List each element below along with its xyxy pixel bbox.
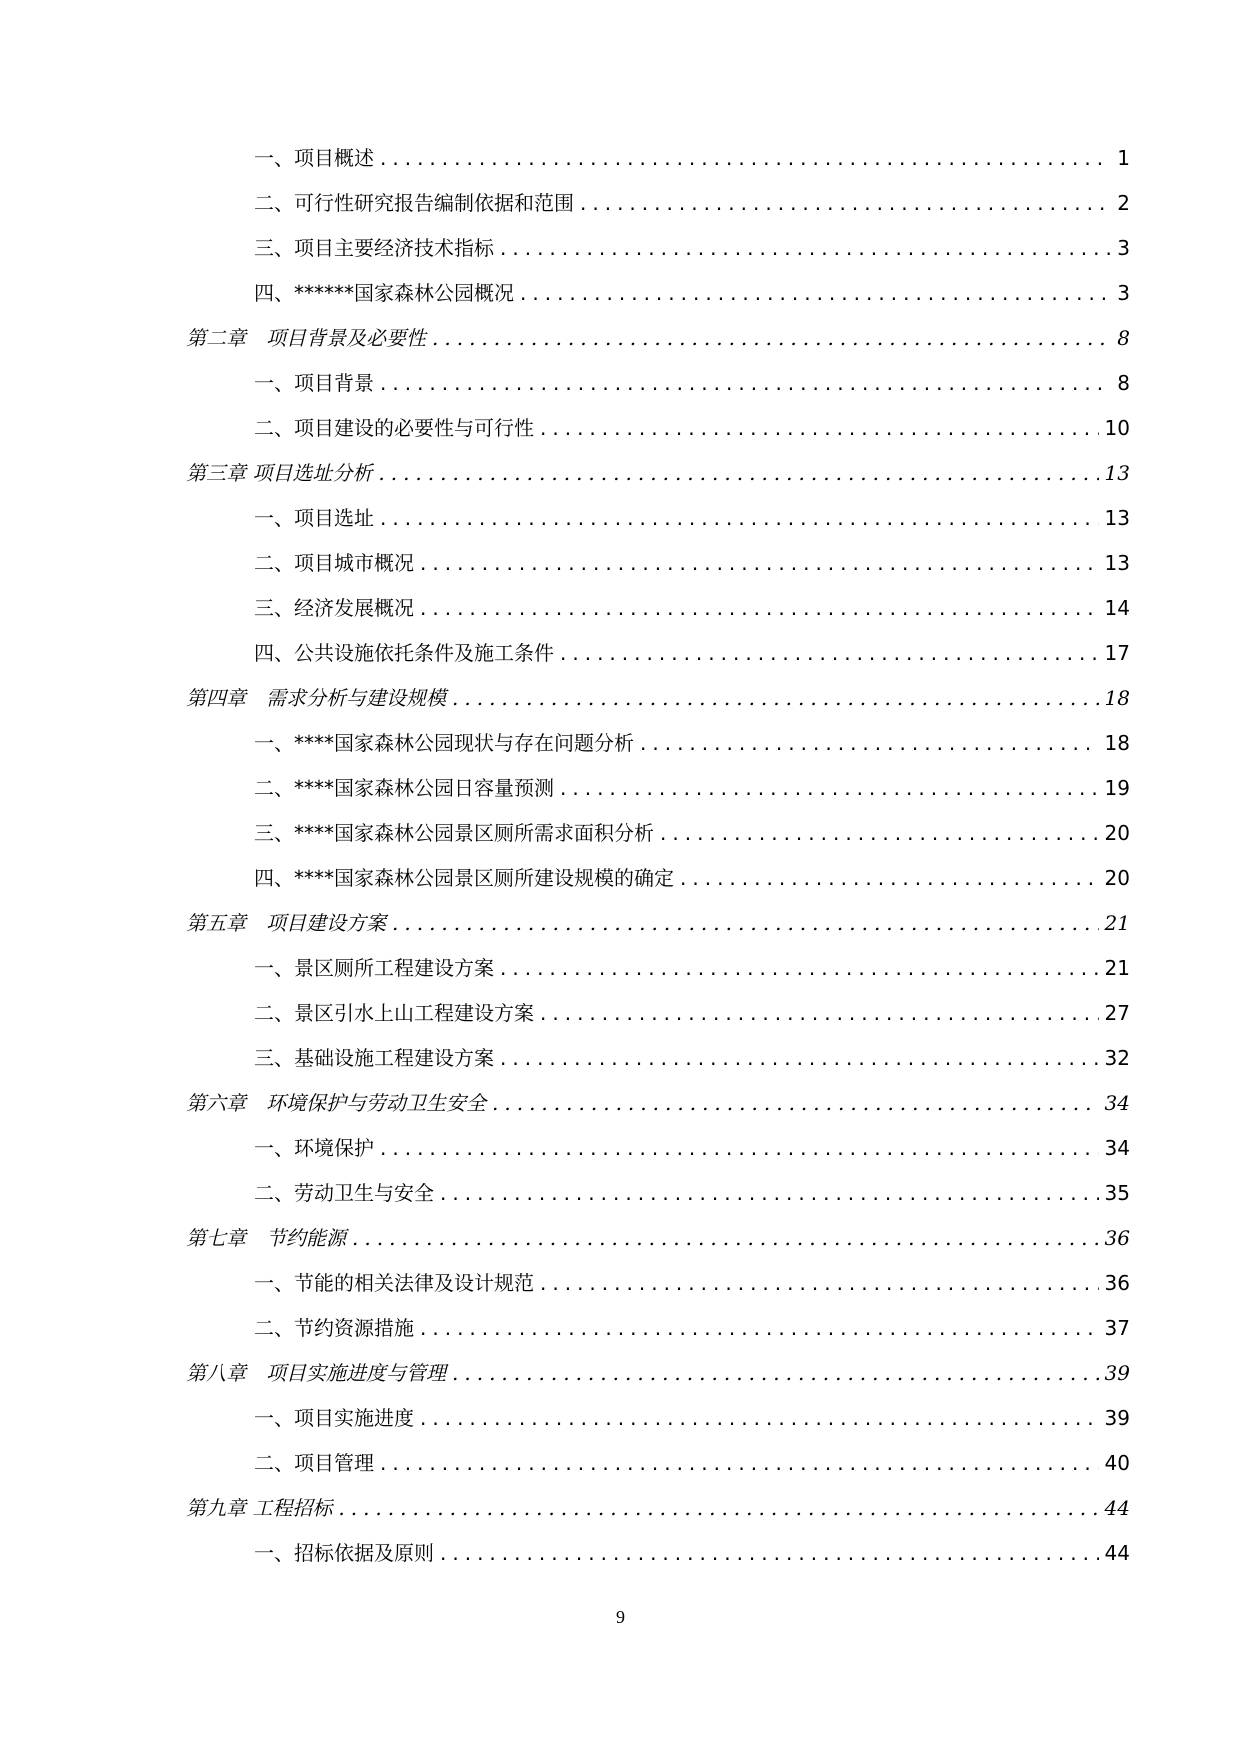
dot-leader <box>500 956 1099 980</box>
dot-leader <box>352 1226 1099 1250</box>
toc-entry-label: 一、招标依据及原则 <box>254 1541 434 1565</box>
toc-entry-label: 一、项目概述 <box>254 146 374 170</box>
dot-leader <box>680 866 1099 890</box>
toc-entry[interactable] <box>186 1271 1130 1316</box>
toc-entry-page: 8 <box>1117 371 1130 395</box>
dot-leader <box>440 1541 1099 1565</box>
toc-entry-page: 32 <box>1104 1046 1130 1070</box>
dot-leader <box>420 551 1099 575</box>
toc-entry-page: 44 <box>1104 1541 1130 1565</box>
toc-chapter[interactable] <box>186 1091 1130 1136</box>
toc-entry[interactable] <box>186 1406 1130 1451</box>
toc-entry-page: 40 <box>1104 1451 1130 1475</box>
dot-leader <box>440 1181 1099 1205</box>
toc-entry[interactable] <box>186 1541 1130 1586</box>
toc-entry[interactable] <box>186 731 1130 776</box>
dot-leader <box>540 1001 1099 1025</box>
dot-leader <box>378 461 1098 485</box>
toc-entry-label: 二、节约资源措施 <box>254 1316 414 1340</box>
toc-chapter[interactable] <box>186 1496 1130 1541</box>
dot-leader <box>420 1406 1099 1430</box>
toc-entry-page: 3 <box>1117 281 1130 305</box>
toc-chapter-page: 13 <box>1104 461 1130 485</box>
dot-leader <box>432 326 1111 350</box>
dot-leader <box>380 146 1111 170</box>
toc-chapter[interactable] <box>186 1361 1130 1406</box>
dot-leader <box>540 1271 1099 1295</box>
toc-chapter[interactable] <box>186 686 1130 731</box>
toc-entry-page: 37 <box>1104 1316 1130 1340</box>
toc-entry-label: 一、项目背景 <box>254 371 374 395</box>
toc-entry-label: 二、****国家森林公园日容量预测 <box>254 776 554 800</box>
toc-chapter-page: 44 <box>1104 1496 1130 1520</box>
toc-chapter-label: 第八章 项目实施进度与管理 <box>186 1361 446 1385</box>
dot-leader <box>520 281 1111 305</box>
toc-entry[interactable] <box>186 956 1130 1001</box>
dot-leader <box>392 911 1099 935</box>
dot-leader <box>380 1451 1099 1475</box>
toc-entry[interactable] <box>186 1181 1130 1226</box>
toc-entry-page: 21 <box>1104 956 1130 980</box>
toc-entry-page: 3 <box>1117 236 1130 260</box>
toc-entry-label: 三、****国家森林公园景区厕所需求面积分析 <box>254 821 654 845</box>
toc-entry-page: 19 <box>1104 776 1130 800</box>
toc-entry-label: 一、****国家森林公园现状与存在问题分析 <box>254 731 634 755</box>
toc-entry-label: 一、项目实施进度 <box>254 1406 414 1430</box>
dot-leader <box>500 236 1111 260</box>
toc-entry-page: 35 <box>1104 1181 1130 1205</box>
toc-chapter[interactable] <box>186 326 1130 371</box>
toc-entry[interactable] <box>186 821 1130 866</box>
page-number: 9 <box>616 1607 625 1627</box>
toc-entry-page: 17 <box>1104 641 1130 665</box>
dot-leader <box>540 416 1099 440</box>
toc-entry-label: 一、景区厕所工程建设方案 <box>254 956 494 980</box>
toc-entry[interactable] <box>186 146 1130 191</box>
toc-entry-label: 一、项目选址 <box>254 506 374 530</box>
dot-leader <box>660 821 1099 845</box>
dot-leader <box>420 1316 1099 1340</box>
toc-entry-label: 三、基础设施工程建设方案 <box>254 1046 494 1070</box>
toc-entry[interactable] <box>186 281 1130 326</box>
toc-entry[interactable] <box>186 866 1130 911</box>
dot-leader <box>580 191 1111 215</box>
dot-leader <box>452 1361 1099 1385</box>
toc-chapter-label: 第二章 项目背景及必要性 <box>186 326 426 350</box>
toc-chapter-page: 21 <box>1104 911 1130 935</box>
toc-entry[interactable] <box>186 1451 1130 1496</box>
toc-entry-label: 二、景区引水上山工程建设方案 <box>254 1001 534 1025</box>
dot-leader <box>560 776 1099 800</box>
toc-entry[interactable] <box>186 416 1130 461</box>
toc-entry[interactable] <box>186 1136 1130 1181</box>
toc-entry-page: 34 <box>1104 1136 1130 1160</box>
toc-entry[interactable] <box>186 776 1130 821</box>
toc-entry-label: 四、****国家森林公园景区厕所建设规模的确定 <box>254 866 674 890</box>
toc-chapter-page: 8 <box>1117 326 1130 350</box>
toc-chapter-label: 第三章 项目选址分析 <box>186 461 373 485</box>
toc-entry-page: 20 <box>1104 866 1130 890</box>
dot-leader <box>640 731 1099 755</box>
toc-entry[interactable] <box>186 1001 1130 1046</box>
toc-chapter-label: 第七章 节约能源 <box>186 1226 346 1250</box>
toc-chapter-page: 36 <box>1104 1226 1130 1250</box>
dot-leader <box>452 686 1099 710</box>
toc-entry-label: 一、节能的相关法律及设计规范 <box>254 1271 534 1295</box>
toc-entry[interactable] <box>186 641 1130 686</box>
toc-entry-label: 二、劳动卫生与安全 <box>254 1181 434 1205</box>
toc-entry-label: 三、经济发展概况 <box>254 596 414 620</box>
toc-chapter[interactable] <box>186 461 1130 506</box>
toc-entry-label: 四、******国家森林公园概况 <box>254 281 514 305</box>
toc-chapter-page: 18 <box>1104 686 1130 710</box>
toc-entry-page: 14 <box>1104 596 1130 620</box>
toc-entry-label: 三、项目主要经济技术指标 <box>254 236 494 260</box>
toc-entry-page: 13 <box>1104 551 1130 575</box>
toc-entry[interactable] <box>186 506 1130 551</box>
toc-chapter-label: 第四章 需求分析与建设规模 <box>186 686 446 710</box>
toc-entry-label: 二、项目城市概况 <box>254 551 414 575</box>
dot-leader <box>492 1091 1099 1115</box>
toc-entry[interactable] <box>186 191 1130 236</box>
toc-entry-label: 四、公共设施依托条件及施工条件 <box>254 641 554 665</box>
toc-entry-label: 二、项目建设的必要性与可行性 <box>254 416 534 440</box>
dot-leader <box>338 1496 1098 1520</box>
toc-entry[interactable] <box>186 1316 1130 1361</box>
toc-entry[interactable] <box>186 1046 1130 1091</box>
dot-leader <box>380 506 1099 530</box>
toc-entry-label: 二、可行性研究报告编制依据和范围 <box>254 191 574 215</box>
table-of-contents <box>186 146 1130 1586</box>
toc-chapter-page: 39 <box>1104 1361 1130 1385</box>
toc-entry[interactable] <box>186 596 1130 641</box>
toc-chapter-page: 34 <box>1104 1091 1130 1115</box>
toc-chapter[interactable] <box>186 911 1130 956</box>
toc-chapter[interactable] <box>186 1226 1130 1271</box>
dot-leader <box>560 641 1099 665</box>
dot-leader <box>380 371 1111 395</box>
toc-entry[interactable] <box>186 371 1130 416</box>
toc-entry-page: 18 <box>1104 731 1130 755</box>
toc-chapter-label: 第六章 环境保护与劳动卫生安全 <box>186 1091 486 1115</box>
toc-chapter-label: 第九章 工程招标 <box>186 1496 333 1520</box>
toc-entry-page: 27 <box>1104 1001 1130 1025</box>
toc-entry[interactable] <box>186 551 1130 596</box>
toc-entry-page: 13 <box>1104 506 1130 530</box>
toc-entry-page: 1 <box>1117 146 1130 170</box>
dot-leader <box>380 1136 1099 1160</box>
toc-entry-page: 2 <box>1117 191 1130 215</box>
dot-leader <box>500 1046 1099 1070</box>
dot-leader <box>420 596 1099 620</box>
toc-entry-page: 10 <box>1104 416 1130 440</box>
toc-chapter-label: 第五章 项目建设方案 <box>186 911 386 935</box>
toc-entry-page: 20 <box>1104 821 1130 845</box>
toc-entry-page: 39 <box>1104 1406 1130 1430</box>
toc-entry-label: 二、项目管理 <box>254 1451 374 1475</box>
toc-entry[interactable] <box>186 236 1130 281</box>
toc-entry-page: 36 <box>1104 1271 1130 1295</box>
toc-entry-label: 一、环境保护 <box>254 1136 374 1160</box>
